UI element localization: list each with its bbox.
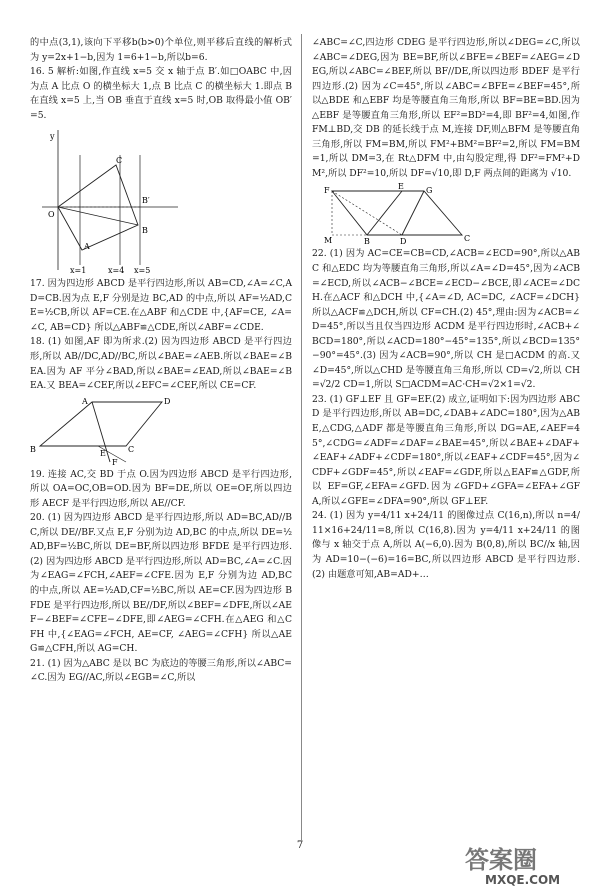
fig18-label-c: C xyxy=(128,444,135,454)
figure-16 xyxy=(30,125,292,275)
watermark-logo xyxy=(455,838,595,888)
fig16-label-x1: x=1 xyxy=(70,266,87,276)
figure-18-parallelogram xyxy=(30,396,170,466)
figure-18 xyxy=(30,396,292,466)
answer-20: 20. (1) 因为四边形 ABCD 是平行四边形,所以 AD=BC,AD//BC,所以 DE//BF.又点 E,F 分别为边 AD,BC 的中点,所以 DE=½AD,BF=½BC,所以 DE=BF,所以四边形 BFDE 是平行四边形.(2) 因为四边形 ABCD 是平行四边形,所以 AD=BC,∠A=∠C.因为∠EAG=∠FCH,∠AEF=∠CFE.因为 E,F 分别为边 AD,BC 的中点,所以 AE=½AD,CF=½BC,所以 AE=CF.因为四边形 BFDE 是平行四边形,所以 BE//DF,所以∠BEF=∠DFE,所以∠AEF−∠BEF=∠CFE−∠DFE,即∠AEG=∠CFH.在△AEG 和△CFH 中,{∠EAG=∠FCH, AE=CF, ∠AEG=∠CFH} 所以△AEG≌△CFH,所以 AG=CH. xyxy=(30,512,292,655)
fig21-label-g: G xyxy=(426,186,433,196)
watermark-url: MXQE.COM xyxy=(485,873,561,887)
answer-19: 19. 连接 AC,交 BD 于点 O.因为四边形 ABCD 是平行四边形,所以 OA=OC,OB=OD.因为 BF=DE,所以 OE=OF,所以四边形 AECF 是平行四边形,所以 AE//CF. xyxy=(30,468,292,509)
fig18-label-e: E xyxy=(100,448,106,458)
fig18-label-a: A xyxy=(82,396,88,406)
answer-21-start: 21. (1) 因为△ABC 是以 BC 为底边的等腰三角形,所以∠ABC=∠C.因为 EG//AC,所以∠EGB=∠C,所以 xyxy=(30,657,292,684)
fig21-label-e: E xyxy=(398,183,404,192)
fig16-label-o: O xyxy=(48,210,55,220)
fig16-label-x5: x=5 xyxy=(134,266,151,276)
fig21-label-m: M xyxy=(324,236,333,246)
answer-16: 16. 5 解析:如图,作直线 x=5 交 x 轴于点 B′.如□OABC 中,因为点 A 比点 O 的横坐标大 1,点 B 比点 C 的横坐标大 1.即点 B 在直线 x=5 上,当 OB 垂直于直线 x=5 时,OB 取得最小值 OB′=5. xyxy=(30,66,292,121)
fig18-label-d: D xyxy=(164,396,170,406)
figure-21 xyxy=(312,183,580,245)
answer-22: 22. (1) 因为 AC=CE=CB=CD,∠ACB=∠ECD=90°,所以△ABC 和△EDC 均为等腰直角三角形,所以∠A=∠D=45°,因为∠ACB=∠ECD,所以∠ACB−∠BCE=∠ECD−∠BCE,即∠ACE=∠DCH.在△ACF 和△DCH 中,{∠A=∠D, AC=DC, ∠ACF=∠DCH} 所以△ACF≌△DCH,所以 CF=CH.(2) 45°,理由:因为∠ACB=∠D=45°,所以当且仅当四边形 ACDM 是平行四边形时,∠ACB+∠BCD=180°,所以∠ACD=180°−45°=135°,所以∠BCD=135°−90°=45°.(3) 因为∠ACB=90°,所以 CH 是□ACDM 的高.又∠D=45°,所以△CHD 是等腰直角三角形,所以 CD=√2,所以 CH=√2/2 CD=1,所以 S□ACDM=AC·CH=√2×1=√2. xyxy=(312,248,580,391)
fig16-label-x4: x=4 xyxy=(108,266,125,276)
answer-17: 17. 因为四边形 ABCD 是平行四边形,所以 AB=CD,∠A=∠C,AD=CB.因为点 E,F 分别是边 BC,AD 的中点,所以 AF=½AD,CE=½CB,所以 AF=CE.在△ABF 和△CDE 中,{AF=CE, ∠A=∠C, AB=CD} 所以△ABF≌△CDE,所以∠ABF=∠CDE. xyxy=(30,278,292,333)
fig16-label-y: y xyxy=(50,132,55,142)
column-divider xyxy=(301,34,302,840)
figure-21-geometry xyxy=(312,183,472,245)
answer-23: 23. (1) GF⊥EF 且 GF=EF.(2) 成立,证明如下:因为四边形 ABCD 是平行四边形,所以 AB=DC,∠DAB+∠ADC=180°,因为△ABE,△CDG,△ADF 都是等腰直角三角形,所以 DG=AE,∠AEF=45°,∠CDG=∠ADF=∠DAF=∠BAE=45°,所以∠BAE+∠DAF+∠EAF+∠ADF+∠CDF=180°,所以∠EAF+∠CDF=45°,因为∠CDF+∠GDF=45°,所以∠EAF=∠GDF,所以△EAF≌△GDF,所以 EF=GF,∠EFA=∠GFD.因为∠GFD+∠GFA=∠EFA+∠GFA,所以∠GFE=∠DFA=90°,所以 GF⊥EF. xyxy=(312,393,580,507)
answer-15-tail: 的中点(3,1),该向下平移b(b>0)个单位,则平移后直线的解析式为 y=2x+1−b,因为 1=6+1−b,所以b=6. xyxy=(30,37,292,63)
page-number: 7 xyxy=(296,840,304,851)
fig21-label-f: F xyxy=(324,186,330,196)
fig18-label-f: F xyxy=(112,457,118,466)
fig21-label-c: C xyxy=(464,234,471,244)
fig16-label-b-prime: B′ xyxy=(142,196,150,206)
fig16-label-b: B xyxy=(142,226,148,236)
fig18-label-b: B xyxy=(30,444,36,454)
figure-16-graph xyxy=(30,125,180,275)
answer-21-cont: ∠ABC=∠C,四边形 CDEG 是平行四边形,所以∠DEG=∠C,所以∠ABC=∠DEG,因为 BE=BF,所以∠BFE=∠BEF=∠AEG=∠DEG,所以∠ABC=∠BEF,所以 BF//DE,所以四边形 BDEF 是平行四边形.(2) 因为∠C=45°,所以∠ABC=∠BFE=∠BEF=45°,所以△BDE 和△EBF 均是等腰直角三角形,所以 BF=BE=BD.因为△EBF 是等腰直角三角形,所以 EF²=BD²=4,即 BF²=4,如图,作 FM⊥BD,交 DB 的延长线于点 M,连接 DF,则△BFM 是等腰直角三角形,所以 FM=BM,所以 FM²+BM²=BF²=2,所以 FM=BM=1,所以 DM=3,在 Rt△DFM 中,由勾股定理,得 DF²=FM²+DM²,所以 DF²=10,所以 DF=√10,即 D,F 两点间的距离为 √10. xyxy=(312,37,580,179)
right-column xyxy=(312,36,580,582)
fig16-label-a: A xyxy=(84,242,90,252)
fig21-label-b: B xyxy=(364,237,370,246)
watermark-text: 答案圈 xyxy=(465,846,537,874)
answer-24: 24. (1) 因为 y=4/11 x+24/11 的图像过点 C(16,n),所以 n=4/11×16+24/11=8,所以 C(16,8).因为 y=4/11 x+24/11 的图像与 x 轴交于点 A,所以 A(−6,0).因为 B(0,8),所以 BC//x 轴,因为 AD=10−(−6)=16=BC,所以四边形 ABCD 是平行四边形.(2) 由题意可知,AB=AD+… xyxy=(312,510,580,580)
answer-18: 18. (1) 如图,AF 即为所求.(2) 因为四边形 ABCD 是平行四边形,所以 AB//DC,AD//BC,所以∠BAE=∠AEB.所以∠BAE=∠BEA.因为 AF 平分∠BAD,所以∠BAE=∠EAD,所以∠BAE=∠BEA.又 BEA=∠CEF,所以∠EFC=∠CEF,所以 CE=CF. xyxy=(30,336,292,392)
fig21-label-d: D xyxy=(400,237,407,246)
fig16-label-c: C xyxy=(116,156,123,166)
left-column xyxy=(30,36,292,686)
